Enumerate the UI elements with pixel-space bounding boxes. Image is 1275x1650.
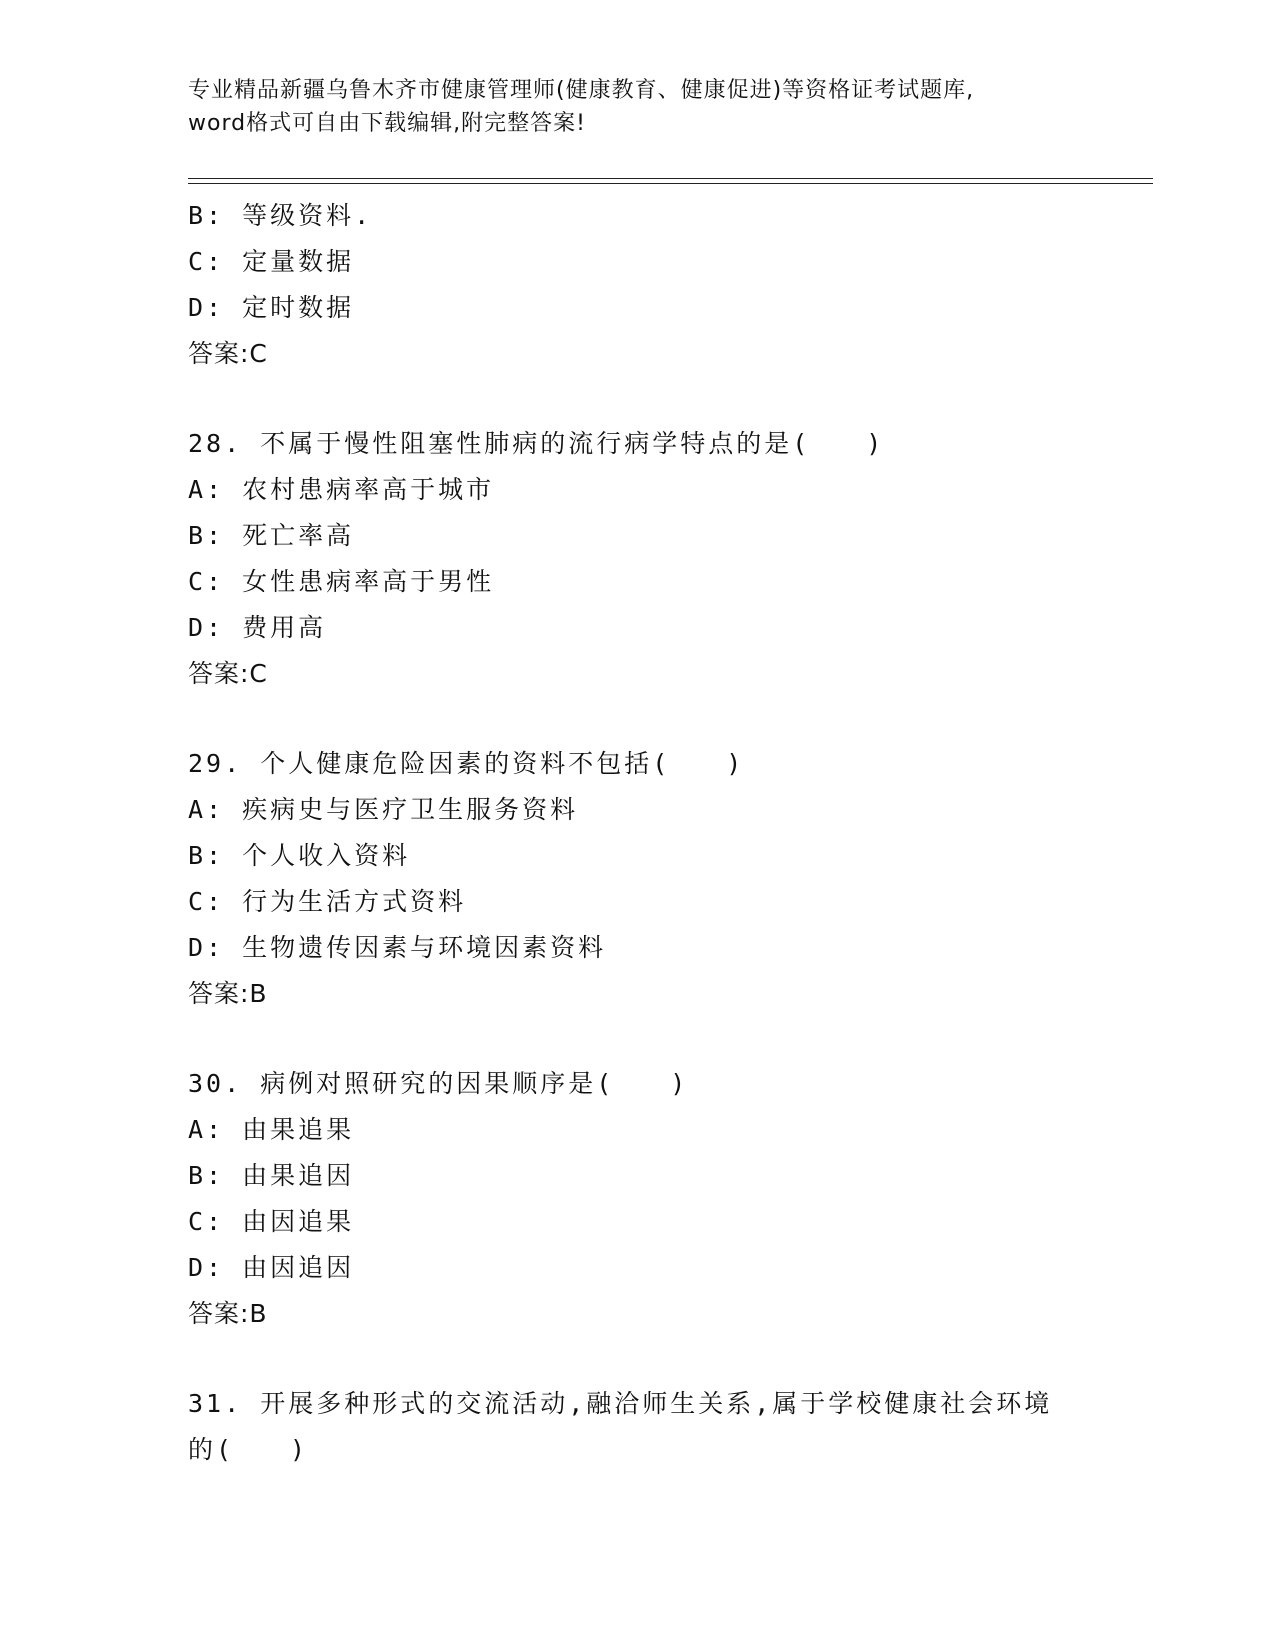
option-a: [188, 1107, 1088, 1153]
question-content: [188, 193, 1088, 1473]
answer: 答案:B: [188, 979, 268, 1008]
option-d: [188, 925, 1088, 971]
option-label: C:: [188, 567, 225, 596]
option-b: [188, 513, 1088, 559]
option-text: 农村患病率高于城市: [242, 475, 495, 504]
option-text: 行为生活方式资料: [242, 887, 467, 916]
option-label: B:: [188, 521, 225, 550]
header-divider-bottom: [188, 183, 1153, 184]
question-28: [188, 421, 1088, 697]
question-29: [188, 741, 1088, 1017]
option-text: 由果追因: [242, 1161, 355, 1190]
question-30: [188, 1061, 1088, 1337]
question-stem-line-2: 的( ): [188, 1435, 309, 1464]
option-b: [188, 833, 1088, 879]
header-line-1: 专业精品新疆乌鲁木齐市健康管理师(健康教育、健康促进)等资格证考试题库,: [188, 78, 975, 103]
header-line-2: word格式可自由下载编辑,附完整答案!: [188, 111, 586, 136]
option-label: D:: [188, 293, 225, 322]
option-label: C:: [188, 247, 225, 276]
option-b: [188, 1153, 1088, 1199]
option-label: B:: [188, 1161, 225, 1190]
option-label: A:: [188, 1115, 225, 1144]
option-label: D:: [188, 1253, 225, 1282]
option-label: B:: [188, 201, 225, 230]
option-label: B:: [188, 841, 225, 870]
question-stem: 29. 个人健康危险因素的资料不包括( ): [188, 749, 745, 778]
question-stem-line-1: 31. 开展多种形式的交流活动,融洽师生关系,属于学校健康社会环境: [188, 1389, 1053, 1418]
answer: 答案:C: [188, 659, 268, 688]
question-31: [188, 1381, 1088, 1473]
option-text: 由因追因: [242, 1253, 355, 1282]
option-text: 生物遗传因素与环境因素资料: [242, 933, 607, 962]
option-text: 等级资料.: [242, 201, 373, 230]
option-text: 定时数据: [242, 293, 355, 322]
option-d: [188, 1245, 1088, 1291]
option-c: [188, 879, 1088, 925]
option-label: C:: [188, 1207, 225, 1236]
option-text: 个人收入资料: [242, 841, 411, 870]
option-text: 定量数据: [242, 247, 355, 276]
question-stem: 28. 不属于慢性阻塞性肺病的流行病学特点的是( ): [188, 429, 885, 458]
option-text: 由因追果: [242, 1207, 355, 1236]
option-label: D:: [188, 613, 225, 642]
option-c: [188, 239, 1088, 285]
option-label: C:: [188, 887, 225, 916]
question-stem: 30. 病例对照研究的因果顺序是( ): [188, 1069, 689, 1098]
answer: 答案:C: [188, 339, 268, 368]
option-b: [188, 193, 1088, 239]
option-c: [188, 1199, 1088, 1245]
question-27-partial: [188, 193, 1088, 377]
option-label: D:: [188, 933, 225, 962]
option-d: [188, 285, 1088, 331]
option-text: 费用高: [242, 613, 327, 642]
answer: 答案:B: [188, 1299, 268, 1328]
option-text: 由果追果: [242, 1115, 355, 1144]
option-a: [188, 467, 1088, 513]
option-text: 死亡率高: [242, 521, 355, 550]
option-label: A:: [188, 795, 225, 824]
option-c: [188, 559, 1088, 605]
option-a: [188, 787, 1088, 833]
option-label: A:: [188, 475, 225, 504]
option-d: [188, 605, 1088, 651]
option-text: 疾病史与医疗卫生服务资料: [242, 795, 579, 824]
document-header: [188, 74, 1088, 140]
option-text: 女性患病率高于男性: [242, 567, 495, 596]
header-divider-top: [188, 178, 1153, 179]
